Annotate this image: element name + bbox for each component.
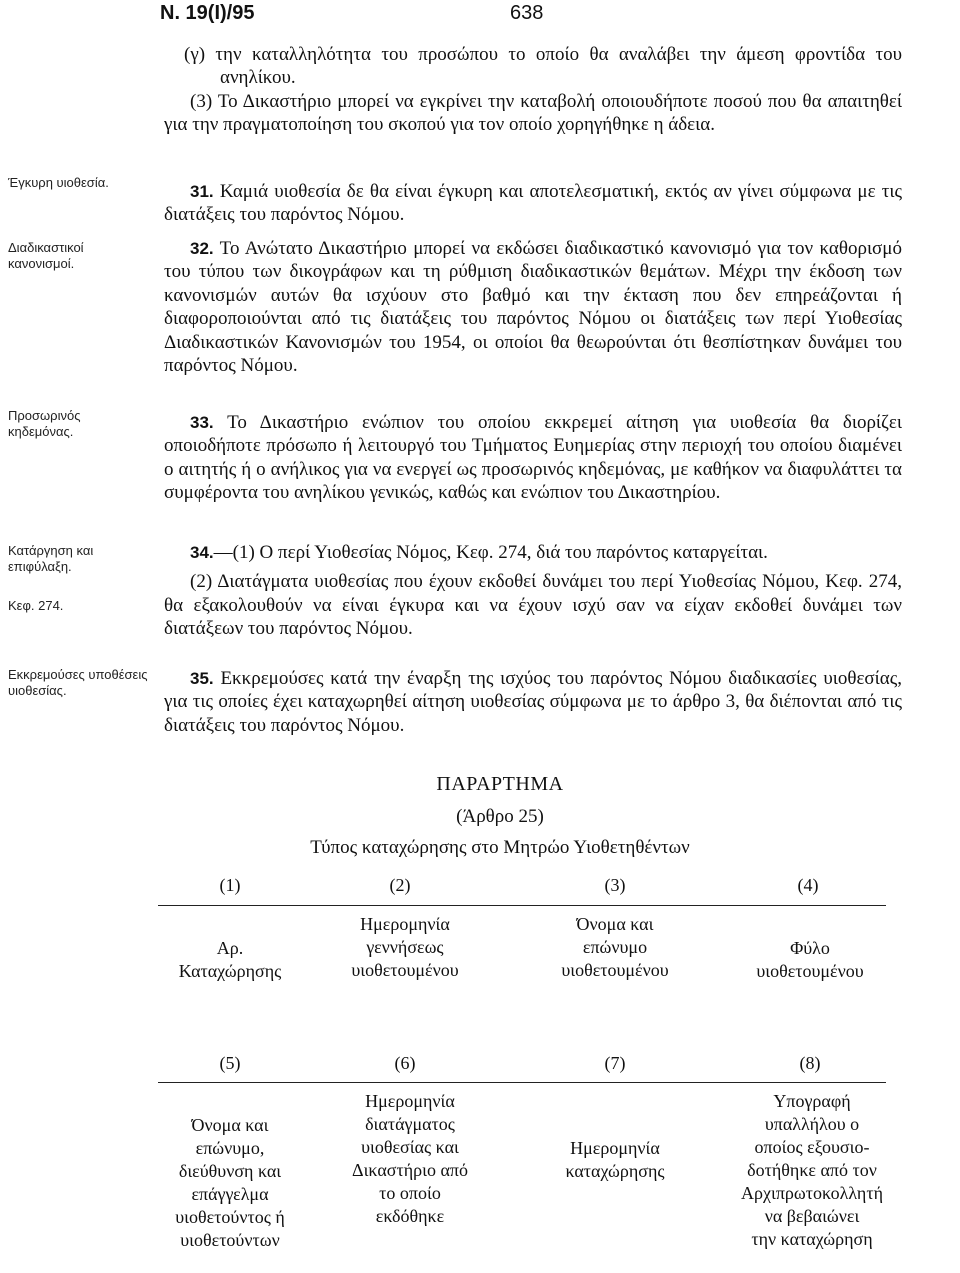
column-number: (5) xyxy=(219,1053,241,1073)
section-33-number: 33. xyxy=(190,413,214,432)
section-31-number: 31. xyxy=(190,182,214,201)
margin-note-valid-adoption: Έγκυρη υιοθεσία. xyxy=(8,175,109,190)
column-number: (8) xyxy=(799,1053,821,1073)
column-number: (3) xyxy=(604,875,626,895)
table-rule xyxy=(158,1082,886,1083)
column-header-registration-date: Ημερομηνία καταχώρησης xyxy=(565,1138,665,1181)
column-header-adoptee-name: Όνομα και επώνυμο υιοθετουμένου xyxy=(561,914,669,980)
section-33 xyxy=(164,411,902,505)
section-35-number: 35. xyxy=(190,669,214,688)
section-31 xyxy=(164,180,902,227)
section-33-text: Το Δικαστήριο ενώπιον του οποίου εκκρεμεί αίτηση για υιοθεσία θα διορίζει οποιοδήποτε πρόσωπο ή λειτουργό του Τμήματος Ευημερίας στην περιοχή του οποίου διαμένει ο αιτητής ή ο ανήλικος για να ενεργεί ως προσωρινός κηδεμόνας, με καθήκον να διαφυλάττει τα συμφέροντα του ανηλίκου γενικώς, καθώς και ενώπιον του Δικαστηρίου. xyxy=(164,412,902,504)
table-rule xyxy=(158,905,886,906)
margin-note-temporary-guardian: Προσωρινός κηδεμόνας. xyxy=(8,408,81,439)
section-34 xyxy=(164,541,902,641)
margin-note-procedural-rules: Διαδικαστικοί κανονισμοί. xyxy=(8,240,84,271)
section-35-text: Εκκρεμούσες κατά την έναρξη της ισχύος του παρόντος Νόμου διαδικασίες υιοθεσίας, για τις οποίες έχει καταχωρηθεί αίτηση υιοθεσίας σύμφωνα με το άρθρο 3, θα διέπονται από τις διατάξεις του παρόντος Νόμου. xyxy=(164,668,903,736)
column-header-registration-number: Αρ. Καταχώρησης xyxy=(178,938,282,981)
column-header-decree-date: Ημερομηνία διατάγματος υιοθεσίας και Δικαστήριο από το οποίο εκδόθηκε xyxy=(352,1091,468,1226)
column-number: (6) xyxy=(394,1053,416,1073)
paragraph-g: (γ) την καταλληλότητα του προσώπου το οποίο θα αναλάβει την άμεση φροντίδα του ανηλίκου. xyxy=(184,44,902,89)
annex-article: (Άρθρο 25) xyxy=(456,806,544,827)
section-32 xyxy=(164,237,902,377)
annex-title: ΠΑΡΑΡΤΗΜΑ xyxy=(436,773,564,795)
paragraph-3: (3) Το Δικαστήριο μπορεί να εγκρίνει την καταβολή οποιουδήποτε ποσού που θα απαιτηθεί για την πραγματοποίηση του σκοπού για τον οποίο χορηγήθηκε η άδεια. xyxy=(164,90,902,136)
column-number: (4) xyxy=(797,875,819,895)
margin-note-repeal: Κατάργηση και επιφύλαξη. xyxy=(8,543,94,574)
section-34-text: —(1) Ο περί Υιοθεσίας Νόμος, Κεφ. 274, διά του παρόντος καταργείται. xyxy=(213,542,768,563)
column-header-birth-date: Ημερομηνία γεννήσεως υιοθετουμένου xyxy=(351,914,459,980)
page-number: 638 xyxy=(510,2,544,24)
column-header-sex: Φύλο υιοθετουμένου xyxy=(756,938,864,981)
section-35 xyxy=(164,667,902,737)
section-32-number: 32. xyxy=(190,239,214,258)
column-number: (2) xyxy=(389,875,411,895)
column-number: (1) xyxy=(219,875,241,895)
margin-note-cap-274: Κεφ. 274. xyxy=(8,598,64,613)
column-number: (7) xyxy=(604,1053,626,1073)
column-header-officer-signature: Υπογραφή υπαλλήλου ο οποίος εξουσιο- δοτήθηκε από τον Αρχιπρωτοκολλητή να βεβαιώνει την καταχώρηση xyxy=(741,1091,883,1249)
law-reference: Ν. 19(Ι)/95 xyxy=(160,2,255,24)
section-34-subsection-2: (2) Διατάγματα υιοθεσίας που έχουν εκδοθεί δυνάμει του περί Υιοθεσίας Νόμου, Κεφ. 274, θα εξακολουθούν να είναι έγκυρα και να έχουν ισχύ σαν να είχαν εκδοθεί δυνάμει των διατάξεων του παρόντος Νόμου. xyxy=(164,571,902,640)
section-34-number: 34. xyxy=(190,543,214,562)
section-31-text: Καμιά υιοθεσία δε θα είναι έγκυρη και αποτελεσματική, εκτός αν γίνει σύμφωνα με τις διατάξεις του παρόντος Νόμου. xyxy=(164,181,903,226)
body-text xyxy=(164,43,902,137)
margin-note-pending-cases: Εκκρεμούσες υποθέσεις υιοθεσίας. xyxy=(8,667,148,698)
section-32-text: Το Ανώτατο Δικαστήριο μπορεί να εκδώσει διαδικαστικό κανονισμό για τον καθορισμό του τύπου των δικογράφων και τη ρύθμιση διαδικαστικών θεμάτων. Μέχρι την έκδοση των κανονισμών αυτών θα ισχύουν στο βαθμό και την έκταση που δεν επηρεάζονται ή διαφοροποιούνται από τις διατάξεις του παρόντος Νόμου οι διατάξεις των περί Υιοθεσίας Διαδικαστικών Κανονισμών του 1954, οι οποίοι θα θεωρούνται ότι θεσπίστηκαν δυνάμει του παρόντος Νόμου. xyxy=(164,238,902,377)
annex-subtitle: Τύπος καταχώρησης στο Μητρώο Υιοθετηθέντων xyxy=(310,837,690,858)
column-header-adopter-details: Όνομα και επώνυμο, διεύθυνση και επάγγελμα υιοθετούντος ή υιοθετούντων xyxy=(175,1115,285,1250)
